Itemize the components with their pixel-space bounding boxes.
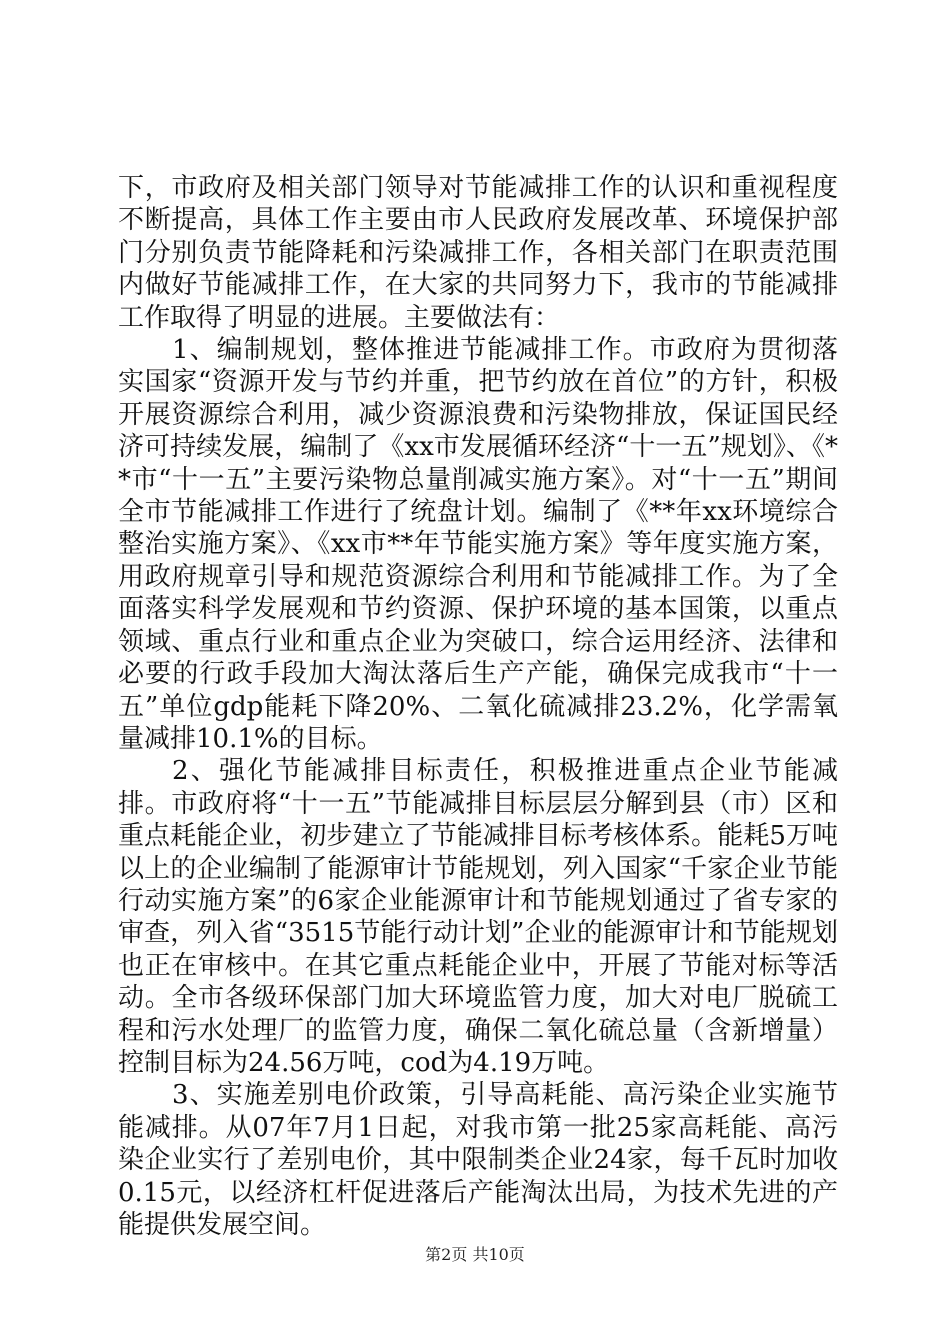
paragraph-continuation: 下，市政府及相关部门领导对节能减排工作的认识和重视程度不断提高，具体工作主要由市人民政府发展改革、环境保护部门分别负责节能降耗和污染减排工作，各相关部门在职责范围内做好节能减排工作，在大家的共同努力下，我市的节能减排工作取得了明显的进展。主要做法有：	[118, 173, 838, 333]
document-body	[118, 172, 838, 1241]
paragraph-item-1: 1、编制规划，整体推进节能减排工作。市政府为贯彻落实国家“资源开发与节约并重，把节约放在首位”的方针，积极开展资源综合利用，减少资源浪费和污染物排放，保证国民经济可持续发展，编制了《xx市发展循环经济“十一五”规划》、《**市“十一五”主要污染物总量削减实施方案》。对“十一五”期间全市节能减排工作进行了统盘计划。编制了《**年xx环境综合整治实施方案》、《xx市**年节能实施方案》等年度实施方案，用政府规章引导和规范资源综合利用和节能减排工作。为了全面落实科学发展观和节约资源、保护环境的基本国策，以重点领域、重点行业和重点企业为突破口，综合运用经济、法律和必要的行政手段加大淘汰落后生产产能，确保完成我市“十一五”单位gdp能耗下降20%、二氧化硫减排23.2%，化学需氧量减排10.1%的目标。	[118, 335, 838, 754]
paragraph-item-2: 2、强化节能减排目标责任，积极推进重点企业节能减排。市政府将“十一五”节能减排目标层层分解到县（市）区和重点耗能企业，初步建立了节能减排目标考核体系。能耗5万吨以上的企业编制了能源审计节能规划，列入国家“千家企业节能行动实施方案”的6家企业能源审计和节能规划通过了省专家的审查，列入省“3515节能行动计划”企业的能源审计和节能规划也正在审核中。在其它重点耗能企业中，开展了节能对标等活动。全市各级环保部门加大环境监管力度，加大对电厂脱硫工程和污水处理厂的监管力度，确保二氧化硫总量（含新增量）控制目标为24.56万吨，cod为4.19万吨。	[118, 756, 838, 1078]
paragraph-item-3: 3、实施差别电价政策，引导高耗能、高污染企业实施节能减排。从07年7月1日起，对我市第一批25家高耗能、高污染企业实行了差别电价，其中限制类企业24家，每千瓦时加收0.15元，以经济杠杆促进落后产能淘汰出局，为技术先进的产能提供发展空间。	[118, 1080, 838, 1240]
page-number-footer: 第2页 共10页	[425, 1245, 525, 1264]
